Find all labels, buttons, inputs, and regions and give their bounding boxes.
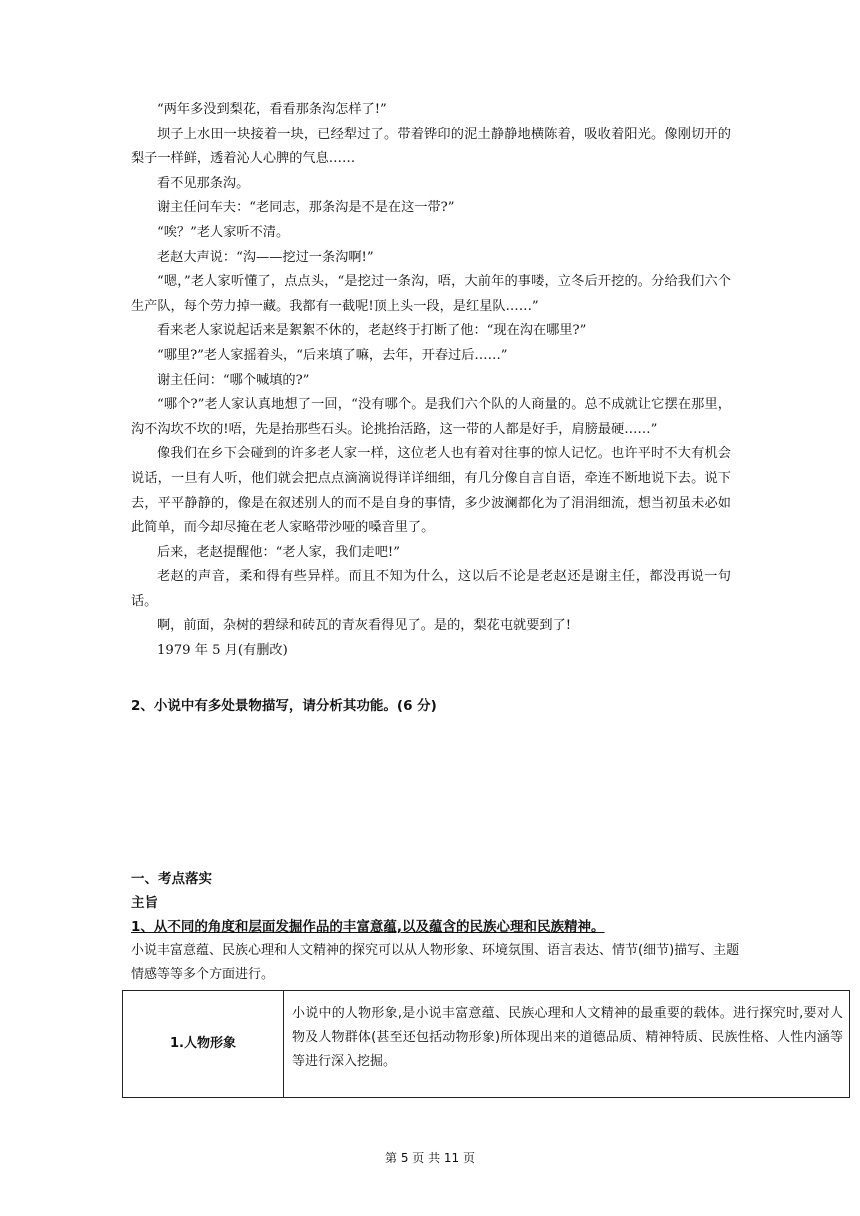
story-paragraph: “嗯，”老人家听懂了，点点头，“是挖过一条沟，唔，大前年的事喽，立冬后开挖的。分给我们六个生产队，每个劳力掉一藏。我都有一截呢!顶上头一段，是红星队……” — [131, 274, 731, 314]
question-2: 2、小说中有多处景物描写，请分析其功能。(6 分) — [131, 698, 437, 714]
story-paragraph: “哪个?”老人家认真地想了一回，“没有哪个。是我们六个队的人商量的。总不成就让它摆在那里，沟不沟坎不坎的!唔，先是抬那些石头。论挑抬活路，这一带的人都是好手，肩膀最硬……” — [131, 397, 731, 437]
story-excerpt — [131, 98, 731, 664]
story-paragraph: 像我们在乡下会碰到的许多老人家一样，这位老人也有着对往事的惊人记忆。也许平时不大有机会说话，一旦有人听，他们就会把点点滴滴说得详详细细，有几分像自言自语，牵连不断地说下去。说下去，平平静静的，像是在叙述别人的而不是自身的事情，多少波澜都化为了涓涓细流，想当初虽未必如此简单，而今却尽掩在老人家略带沙哑的嗓音里了。 — [131, 446, 731, 536]
story-paragraph: 看来老人家说起话来是絮絮不休的，老赵终于打断了他：“现在沟在哪里?” — [157, 323, 587, 339]
table-row — [123, 991, 850, 1098]
table-content: 小说中的人物形象,是小说丰富意蕴、民族心理和人文精神的最重要的载体。进行探究时,要对人物及人物群体(甚至还包括动物形象)所体现出来的道德品质、精神特质、民族性格、人性内涵等等进行深入挖掘。 — [284, 991, 850, 1098]
story-paragraph: 后来，老赵提醒他：“老人家，我们走吧!” — [157, 544, 400, 560]
story-paragraph: “哪里?”老人家摇着头，“后来填了嘛，去年，开春过后……” — [157, 347, 508, 363]
story-paragraph: 谢主任问：“哪个喊填的?” — [157, 372, 310, 388]
story-paragraph: 老赵的声音，柔和得有些异样。而且不知为什么，这以后不论是老赵还是谢主任，都没再说一句话。 — [131, 569, 731, 609]
exam-points-section — [131, 867, 751, 987]
page-footer: 第 5 页 共 11 页 — [385, 1151, 475, 1165]
story-paragraph: 坝子上水田一块接着一块，已经犁过了。带着铧印的泥土静静地横陈着，吸收着阳光。像刚切开的梨子一样鲜，透着沁人心脾的气息…… — [131, 126, 731, 167]
story-paragraph: “两年多没到梨花，看看那条沟怎样了!” — [157, 102, 387, 117]
table-label: 1.人物形象 — [123, 991, 284, 1098]
story-paragraph: 谢主任问车夫：“老同志，那条沟是不是在这一带?” — [157, 200, 455, 216]
section-subheading: 主旨 — [131, 895, 158, 911]
date-note: 1979 年 5 月(有删改) — [157, 643, 288, 659]
story-paragraph: “唉？”老人家听不清。 — [157, 224, 290, 240]
section-intro: 小说丰富意蕴、民族心理和人文精神的探究可以从人物形象、环境氛围、语言表达、情节(细节)描写、主题情感等等多个方面进行。 — [131, 943, 740, 982]
section-heading: 一、考点落实 — [131, 871, 212, 887]
story-paragraph: 啊，前面，杂树的碧绿和砖瓦的青灰看得见了。是的，梨花屯就要到了! — [157, 618, 572, 634]
key-point: 1、从不同的角度和层面发掘作品的丰富意蕴,以及蕴含的民族心理和民族精神。 — [131, 919, 605, 935]
analysis-table — [122, 990, 850, 1098]
story-paragraph: 老赵大声说：“沟——挖过一条沟啊!” — [157, 249, 374, 265]
story-paragraph: 看不见那条沟。 — [157, 175, 250, 191]
